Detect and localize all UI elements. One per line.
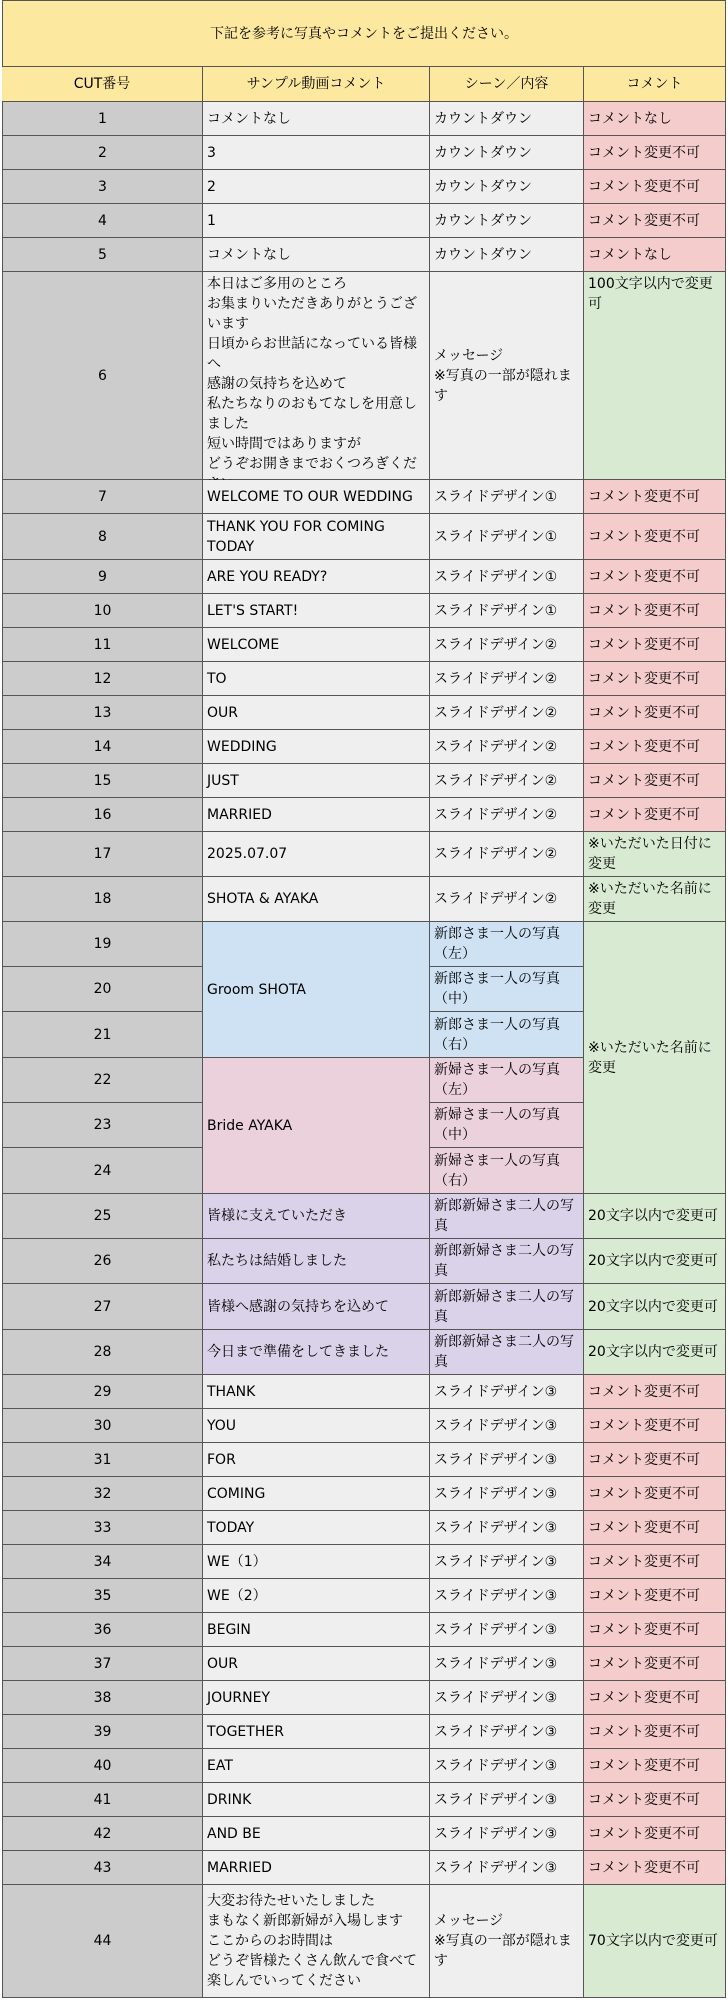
comment-rule: コメントなし (584, 238, 726, 272)
sample-comment: 本日はご多用のところ お集まりいただきありがとうございます 日頃からお世話になっている皆様へ 感謝の気持ちを込めて 私たちなりのおもてなしを用意しました 短い時間ではありますが どうぞお開きまでおくつろぎくだ (203, 272, 430, 480)
sample-comment: LET'S START! (203, 594, 430, 628)
comment-rule: コメント変更不可 (584, 204, 726, 238)
scene-content: 新郎さま一人の写真（右） (430, 1012, 584, 1058)
scene-content: 新婦さま一人の写真（右） (430, 1148, 584, 1194)
cut-number: 13 (2, 696, 203, 730)
scene-content: スライドデザイン② (430, 764, 584, 798)
sample-comment: 2025.07.07 (203, 832, 430, 877)
instruction-banner: 下記を参考に写真やコメントをご提出ください。 (2, 0, 726, 67)
comment-rule: コメント変更不可 (584, 1851, 726, 1885)
cut-number: 29 (2, 1375, 203, 1409)
cut-number: 1 (2, 102, 203, 136)
comment-rule: 70文字以内で変更可 (584, 1885, 726, 1998)
comment-rule: コメント変更不可 (584, 1817, 726, 1851)
sample-comment: TOGETHER (203, 1715, 430, 1749)
scene-content: スライドデザイン③ (430, 1443, 584, 1477)
sample-comment: BEGIN (203, 1613, 430, 1647)
cut-number: 34 (2, 1545, 203, 1579)
scene-content: スライドデザイン③ (430, 1409, 584, 1443)
scene-content: カウントダウン (430, 170, 584, 204)
comment-rule: コメント変更不可 (584, 696, 726, 730)
comment-rule: ※いただいた名前に変更 (584, 877, 726, 922)
scene-content: スライドデザイン② (430, 730, 584, 764)
scene-content: カウントダウン (430, 136, 584, 170)
comment-rule: コメント変更不可 (584, 1375, 726, 1409)
scene-content: スライドデザイン① (430, 514, 584, 560)
sample-comment: 今日まで準備をしてきました (203, 1330, 430, 1375)
scene-content: スライドデザイン② (430, 877, 584, 922)
cut-number: 21 (2, 1012, 203, 1058)
sample-comment: WELCOME TO OUR WEDDING (203, 480, 430, 514)
comment-rule: コメント変更不可 (584, 170, 726, 204)
scene-content: スライドデザイン③ (430, 1647, 584, 1681)
cut-number: 25 (2, 1194, 203, 1239)
sample-comment: THANK (203, 1375, 430, 1409)
sample-comment: DRINK (203, 1783, 430, 1817)
comment-rule: コメント変更不可 (584, 1613, 726, 1647)
comment-rule: 100文字以内で変更可 (584, 272, 726, 480)
comment-rule: コメントなし (584, 102, 726, 136)
cut-number: 9 (2, 560, 203, 594)
scene-content: スライドデザイン③ (430, 1579, 584, 1613)
scene-content: スライドデザイン③ (430, 1817, 584, 1851)
comment-rule: コメント変更不可 (584, 1715, 726, 1749)
comment-rule: コメント変更不可 (584, 628, 726, 662)
cut-number: 36 (2, 1613, 203, 1647)
cut-number: 11 (2, 628, 203, 662)
cut-number: 39 (2, 1715, 203, 1749)
comment-rule: ※いただいた日付に変更 (584, 832, 726, 877)
scene-content: カウントダウン (430, 102, 584, 136)
cut-number: 15 (2, 764, 203, 798)
scene-content: スライドデザイン② (430, 798, 584, 832)
cut-number: 30 (2, 1409, 203, 1443)
sample-comment: ARE YOU READY? (203, 560, 430, 594)
cut-number: 42 (2, 1817, 203, 1851)
scene-content: スライドデザイン② (430, 696, 584, 730)
scene-content: 新郎新婦さま二人の写真 (430, 1284, 584, 1330)
scene-content: 新郎新婦さま二人の写真 (430, 1194, 584, 1239)
comment-rule: 20文字以内で変更可 (584, 1239, 726, 1284)
sample-comment: FOR (203, 1443, 430, 1477)
cut-number: 35 (2, 1579, 203, 1613)
cut-number: 40 (2, 1749, 203, 1783)
scene-content: スライドデザイン① (430, 560, 584, 594)
scene-content: 新婦さま一人の写真（中） (430, 1103, 584, 1148)
scene-content: スライドデザイン③ (430, 1613, 584, 1647)
cut-number: 7 (2, 480, 203, 514)
sample-comment: 皆様へ感謝の気持ちを込めて (203, 1284, 430, 1330)
sample-comment: COMING (203, 1477, 430, 1511)
cut-number: 17 (2, 832, 203, 877)
scene-content: スライドデザイン③ (430, 1749, 584, 1783)
scene-content: スライドデザイン③ (430, 1477, 584, 1511)
scene-content: カウントダウン (430, 204, 584, 238)
groom-name-cell: Groom SHOTA (203, 922, 430, 1058)
scene-content: カウントダウン (430, 238, 584, 272)
scene-content: メッセージ ※写真の一部が隠れます (430, 272, 584, 480)
comment-rule: 20文字以内で変更可 (584, 1284, 726, 1330)
sample-comment: THANK YOU FOR COMING TODAY (203, 514, 430, 560)
scene-content: スライドデザイン③ (430, 1375, 584, 1409)
sample-comment: JOURNEY (203, 1681, 430, 1715)
scene-content: 新郎さま一人の写真（左） (430, 922, 584, 967)
comment-rule: コメント変更不可 (584, 1681, 726, 1715)
cut-number: 19 (2, 922, 203, 967)
cut-number: 32 (2, 1477, 203, 1511)
sample-comment: 大変お待たせいたしました まもなく新郎新婦が入場します ここからのお時間は どうぞ皆様たくさん飲んで食べて楽しんでいってください (203, 1885, 430, 1998)
sample-comment: コメントなし (203, 238, 430, 272)
scene-content: 新郎新婦さま二人の写真 (430, 1239, 584, 1284)
column-header: サンプル動画コメント (203, 67, 430, 102)
comment-rule: コメント変更不可 (584, 1783, 726, 1817)
scene-content: 新郎新婦さま二人の写真 (430, 1330, 584, 1375)
sample-comment: EAT (203, 1749, 430, 1783)
cut-number: 41 (2, 1783, 203, 1817)
cut-number: 18 (2, 877, 203, 922)
sample-comment: 3 (203, 136, 430, 170)
comment-rule: コメント変更不可 (584, 594, 726, 628)
comment-rule: コメント変更不可 (584, 662, 726, 696)
cut-number: 27 (2, 1284, 203, 1330)
sample-comment: JUST (203, 764, 430, 798)
comment-rule: コメント変更不可 (584, 560, 726, 594)
cut-number: 10 (2, 594, 203, 628)
cut-number: 24 (2, 1148, 203, 1194)
cut-number: 6 (2, 272, 203, 480)
cut-number: 20 (2, 967, 203, 1012)
scene-content: スライドデザイン③ (430, 1545, 584, 1579)
comment-rule: 20文字以内で変更可 (584, 1330, 726, 1375)
cut-number: 14 (2, 730, 203, 764)
cut-number: 23 (2, 1103, 203, 1148)
scene-content: スライドデザイン③ (430, 1681, 584, 1715)
comment-rule: コメント変更不可 (584, 798, 726, 832)
column-header: CUT番号 (2, 67, 203, 102)
scene-content: 新郎さま一人の写真（中） (430, 967, 584, 1012)
sample-comment: 1 (203, 204, 430, 238)
cut-number: 22 (2, 1058, 203, 1103)
scene-content: スライドデザイン③ (430, 1511, 584, 1545)
scene-content: スライドデザイン③ (430, 1851, 584, 1885)
comment-rule: コメント変更不可 (584, 1443, 726, 1477)
comment-rule: コメント変更不可 (584, 136, 726, 170)
cut-number: 33 (2, 1511, 203, 1545)
sample-comment: OUR (203, 696, 430, 730)
scene-content: スライドデザイン① (430, 594, 584, 628)
cut-number: 43 (2, 1851, 203, 1885)
cut-number: 3 (2, 170, 203, 204)
cut-number: 2 (2, 136, 203, 170)
comment-rule: コメント変更不可 (584, 1647, 726, 1681)
sample-comment: MARRIED (203, 1851, 430, 1885)
scene-content: スライドデザイン② (430, 662, 584, 696)
sample-comment: WE（1） (203, 1545, 430, 1579)
sample-comment: YOU (203, 1409, 430, 1443)
comment-rule: コメント変更不可 (584, 1511, 726, 1545)
comment-rule: コメント変更不可 (584, 1749, 726, 1783)
scene-content: スライドデザイン② (430, 628, 584, 662)
scene-content: スライドデザイン③ (430, 1783, 584, 1817)
bride-name-cell: Bride AYAKA (203, 1058, 430, 1194)
cut-number: 31 (2, 1443, 203, 1477)
cut-number: 8 (2, 514, 203, 560)
sample-comment: MARRIED (203, 798, 430, 832)
sample-comment: TODAY (203, 1511, 430, 1545)
column-header: シーン／内容 (430, 67, 584, 102)
cut-number: 5 (2, 238, 203, 272)
cut-number: 4 (2, 204, 203, 238)
comment-rule: ※いただいた名前に変更 (584, 922, 726, 1194)
cut-number: 38 (2, 1681, 203, 1715)
scene-content: 新婦さま一人の写真（左） (430, 1058, 584, 1103)
sample-comment: AND BE (203, 1817, 430, 1851)
scene-content: スライドデザイン② (430, 832, 584, 877)
cut-number: 44 (2, 1885, 203, 1998)
cut-number: 16 (2, 798, 203, 832)
sample-comment: コメントなし (203, 102, 430, 136)
cut-number: 37 (2, 1647, 203, 1681)
scene-content: スライドデザイン③ (430, 1715, 584, 1749)
comment-rule: コメント変更不可 (584, 1579, 726, 1613)
sample-comment: TO (203, 662, 430, 696)
sample-comment: OUR (203, 1647, 430, 1681)
sample-comment: 2 (203, 170, 430, 204)
sample-comment: 私たちは結婚しました (203, 1239, 430, 1284)
comment-rule: コメント変更不可 (584, 480, 726, 514)
comment-rule: 20文字以内で変更可 (584, 1194, 726, 1239)
sample-comment: WE（2） (203, 1579, 430, 1613)
comment-rule: コメント変更不可 (584, 764, 726, 798)
sample-comment: WEDDING (203, 730, 430, 764)
cut-number: 12 (2, 662, 203, 696)
cut-number: 28 (2, 1330, 203, 1375)
sample-comment: 皆様に支えていただき (203, 1194, 430, 1239)
comment-rule: コメント変更不可 (584, 514, 726, 560)
comment-rule: コメント変更不可 (584, 1477, 726, 1511)
comment-rule: コメント変更不可 (584, 730, 726, 764)
sample-comment: WELCOME (203, 628, 430, 662)
comment-rule: コメント変更不可 (584, 1545, 726, 1579)
cut-number: 26 (2, 1239, 203, 1284)
scene-content: スライドデザイン① (430, 480, 584, 514)
scene-content: メッセージ ※写真の一部が隠れます (430, 1885, 584, 1998)
column-header: コメント (584, 67, 726, 102)
comment-rule: コメント変更不可 (584, 1409, 726, 1443)
sample-comment: SHOTA & AYAKA (203, 877, 430, 922)
